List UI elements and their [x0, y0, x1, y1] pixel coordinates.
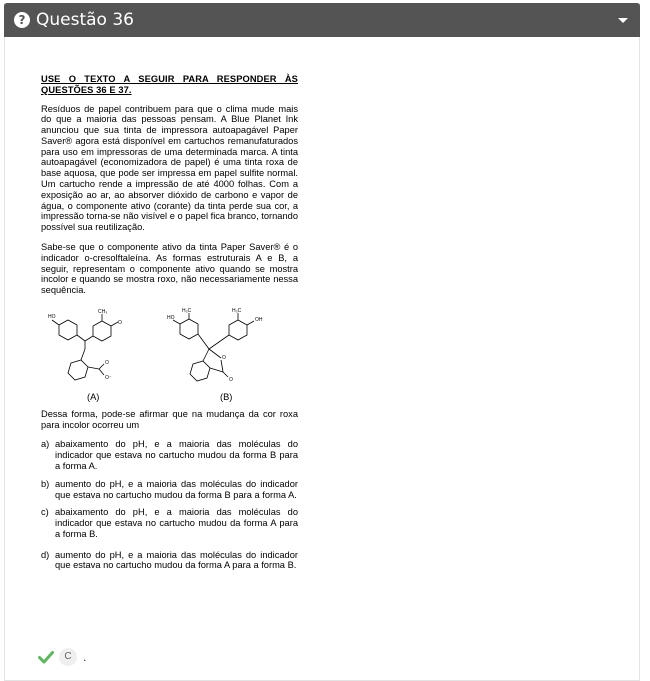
question-circle-icon: ?: [14, 12, 30, 28]
atom-label-a-o: O: [118, 319, 122, 326]
atom-label-b-h3c1: H₃C: [182, 307, 192, 314]
option-b-text: aumento do pH, e a maioria das moléculas do indicador que estava no cartucho mudou da forma B para a forma A.: [55, 478, 298, 500]
atom-label-b-o-carbonyl: O: [229, 376, 233, 383]
structure-a-label: (A): [87, 391, 100, 402]
atom-label-b-o-ring: O: [222, 354, 226, 361]
atom-label-b-ho: HO: [167, 314, 175, 321]
option-d-text: aumento do pH, e a maioria das moléculas do indicador que estava no cartucho mudou da forma A para a forma B.: [55, 549, 298, 571]
option-a-letter: a): [41, 439, 50, 450]
question-paragraph-1: Resíduos de papel contribuem para que o clima mude mais do que a maioria das pessoas pensam. A Blue Planet Ink anunciou que sua tinta de impressora autoapagável Paper Saver® agora está disponível em cartuchos remanufaturados para uso em impressoras de uma determinada marca. A tinta autoapagável (economizadora de papel) é uma tinta roxa de base aquosa, que pode ser impressa em papel sulfite normal. Um cartucho rende a impressão de até 4000 folhas. Com a exposição ao ar, ao absorver dióxido de carbono e vapor de água, o componente ativo (corante) da tinta perde sua cor, a impressão torna-se não visível e o papel fica branco, tornando possível sua reutilização.: [41, 103, 298, 233]
checkmark-icon: [38, 649, 54, 665]
option-d-letter: d): [41, 549, 50, 560]
atom-label-a-ch3: CH₃: [98, 308, 108, 315]
option-d: [41, 550, 298, 572]
option-b-letter: b): [41, 478, 50, 489]
caret-down-icon[interactable]: [618, 18, 628, 23]
question-paragraph-2: Sabe-se que o componente ativo da tinta Paper Saver® é o indicador o-cresolftaleína. As formas estruturais A e B, a seguir, representam o componente ativo quando se mostra incolor e quando se mostra roxo, não necessariamente nessa sequência.: [41, 241, 298, 296]
structure-b: [173, 313, 254, 381]
question-header[interactable]: [4, 3, 640, 37]
atom-label-a-ho: HO: [48, 313, 56, 320]
atom-label-b-h3c2: H₃C: [232, 307, 242, 314]
chemical-structures: [41, 305, 298, 403]
structure-b-label: (B): [220, 391, 233, 402]
answer-letter-badge: C: [59, 648, 77, 666]
question-instruction: USE O TEXTO A SEGUIR PARA RESPONDER ÀS QUESTÕES 36 E 37.: [41, 74, 298, 95]
option-c-letter: c): [41, 507, 49, 518]
question-content: [41, 74, 298, 578]
option-b: [41, 479, 298, 501]
option-a-text: abaixamento do pH, e a maioria das moléculas do indicador que estava no cartucho mudou da forma B para a forma A.: [55, 439, 298, 471]
option-a: [41, 439, 298, 471]
atom-label-b-oh: OH: [255, 316, 263, 323]
atom-label-a-coo-o2: O⁻: [105, 374, 112, 381]
chemical-structures-drawing: [41, 305, 298, 391]
option-c: [41, 507, 298, 539]
structure-a: [52, 314, 118, 380]
answer-row: [38, 648, 86, 666]
option-c-text: abaixamento do pH, e a maioria das moléculas do indicador que estava no cartucho mudou da forma A para a forma B.: [55, 507, 298, 539]
atom-label-a-coo-o1: O: [105, 359, 109, 366]
answer-suffix: .: [83, 650, 87, 664]
question-paragraph-3: Dessa forma, pode-se afirmar que na mudança da cor roxa para incolor ocorreu um: [41, 408, 298, 430]
question-title: Questão 36: [36, 10, 134, 30]
